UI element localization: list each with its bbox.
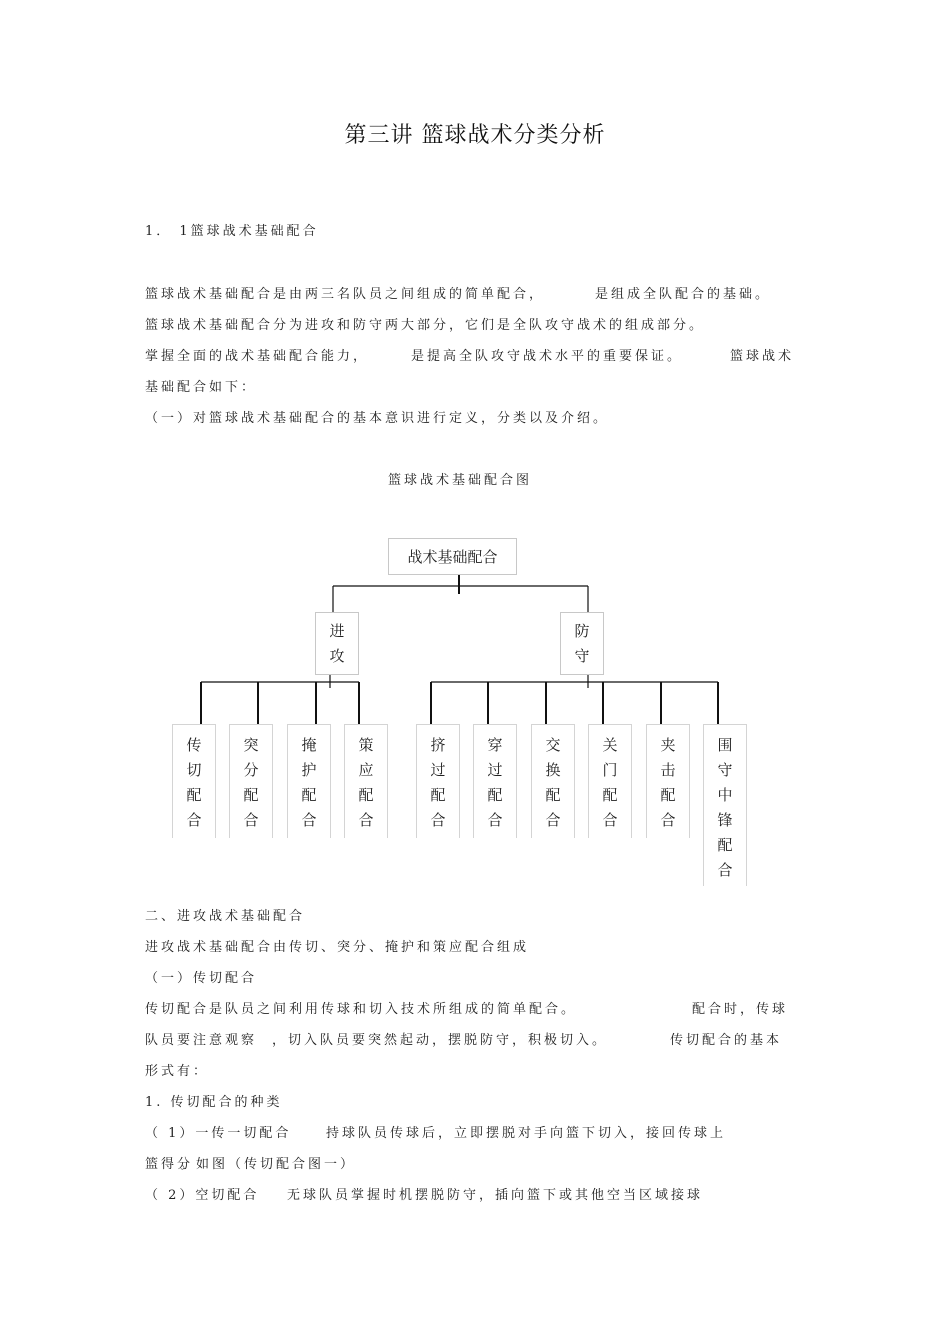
paragraph-2: 篮球战术基础配合分为进攻和防守两大部分，它们是全队攻守战术的组成部分。 bbox=[145, 318, 706, 333]
section-heading: 1． 1篮球战术基础配合 bbox=[145, 224, 319, 239]
diagram-leaf-defense-4 bbox=[588, 724, 632, 838]
paragraph-1b: 是组成全队配合的基础。 bbox=[595, 287, 772, 302]
paragraph-4: 基础配合如下： bbox=[145, 380, 258, 395]
item-2-label: （ 2）空切配合 bbox=[145, 1188, 260, 1203]
page-title: 第三讲 篮球战术分类分析 bbox=[344, 123, 606, 148]
diagram-leaf-defense-1 bbox=[416, 724, 460, 838]
heading-pass-cut: （一）传切配合 bbox=[145, 971, 258, 986]
diagram-leaf-label: 交换配合 bbox=[545, 736, 561, 829]
item-2-text: 无球队员掌握时机摆脱防守，插向篮下或其他空当区域接球 bbox=[287, 1188, 704, 1203]
diagram-leaf-defense-5 bbox=[646, 724, 690, 838]
paragraph-3b: 是提高全队攻守战术水平的重要保证。 bbox=[411, 349, 684, 364]
paragraph-5: （一）对篮球战术基础配合的基本意识进行定义，分类以及介绍。 bbox=[145, 411, 610, 426]
paragraph-pass-cut-a: 传切配合是队员之间利用传球和切入技术所组成的简单配合。 bbox=[145, 1002, 578, 1017]
paragraph-pass-cut-c: 队员要注意观察 bbox=[145, 1033, 258, 1048]
diagram-leaf-label: 穿过配合 bbox=[487, 736, 503, 829]
diagram-leaf-label: 夹击配合 bbox=[660, 736, 676, 829]
paragraph-offense-composition: 进攻战术基础配合由传切、突分、掩护和策应配合组成 bbox=[145, 940, 530, 955]
diagram-leaf-defense-3 bbox=[531, 724, 575, 838]
diagram-leaf-label: 挤过配合 bbox=[430, 736, 446, 829]
diagram-leaf-offense-3 bbox=[287, 724, 331, 838]
heading-offense-basics: 二、进攻战术基础配合 bbox=[145, 909, 306, 924]
item-1-cont-b: 。如图（传切配合图一） bbox=[180, 1157, 357, 1172]
item-1-text: 持球队员传球后，立即摆脱对手向篮下切入，接回传球上 bbox=[326, 1126, 727, 1141]
paragraph-forms: 形式有： bbox=[145, 1064, 210, 1079]
paragraph-pass-cut-e: 传切配合的基本 bbox=[670, 1033, 783, 1048]
diagram-root-node: 战术基础配合 bbox=[388, 538, 517, 575]
diagram-leaf-label: 围守中锋配合 bbox=[717, 736, 733, 879]
diagram-defense-node: 防守 bbox=[560, 612, 604, 675]
diagram-offense-node: 进攻 bbox=[315, 612, 359, 675]
diagram-leaf-offense-4 bbox=[344, 724, 388, 838]
item-1-label: （ 1）一传一切配合 bbox=[145, 1126, 292, 1141]
paragraph-3c: 篮球战术 bbox=[730, 349, 795, 364]
diagram-leaf-offense-2 bbox=[229, 724, 273, 838]
diagram-caption: 篮球战术基础配合图 bbox=[388, 473, 533, 488]
paragraph-pass-cut-b: 配合时，传球 bbox=[692, 1002, 789, 1017]
diagram-leaf-label: 掩护配合 bbox=[301, 736, 317, 829]
diagram-leaf-defense-2 bbox=[473, 724, 517, 838]
paragraph-3a: 掌握全面的战术基础配合能力， bbox=[145, 349, 370, 364]
paragraph-pass-cut-d: ，切入队员要突然起动，摆脱防守，积极切入。 bbox=[272, 1033, 609, 1048]
heading-types: 1. 传切配合的种类 bbox=[145, 1095, 283, 1110]
diagram-leaf-label: 传切配合 bbox=[186, 736, 202, 829]
paragraph-1a: 篮球战术基础配合是由两三名队员之间组成的简单配合， bbox=[145, 287, 546, 302]
diagram-leaf-label: 策应配合 bbox=[358, 736, 374, 829]
diagram-leaf-label: 关门配合 bbox=[602, 736, 618, 829]
diagram-leaf-offense-1 bbox=[172, 724, 216, 838]
diagram-leaf-defense-6 bbox=[703, 724, 747, 886]
diagram-leaf-label: 突分配合 bbox=[243, 736, 259, 829]
item-1-cont-a: 篮得分 bbox=[145, 1157, 194, 1172]
